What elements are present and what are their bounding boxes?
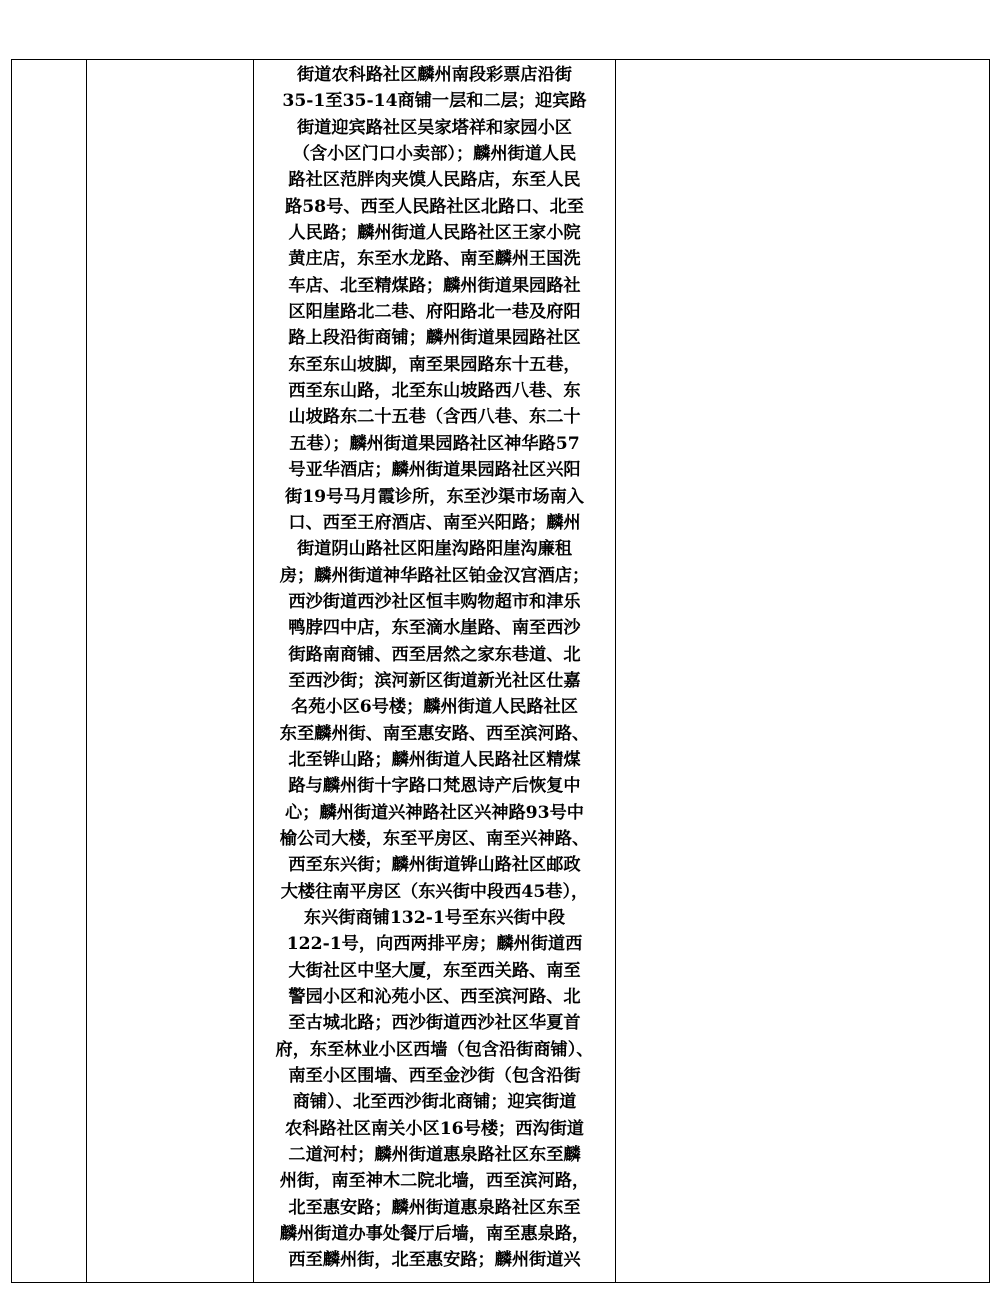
text-line: 榆公司大楼，东至平房区、南至兴神路、 <box>279 828 590 849</box>
text-line: 名苑小区6号楼；麟州街道人民路社区 <box>291 697 578 718</box>
table-cell-col4 <box>616 60 990 1283</box>
text-line: 麟州街道办事处餐厅后墙，南至惠泉路， <box>279 1224 590 1245</box>
text-line: 口、西至王府酒店、南至兴阳路；麟州 <box>288 512 581 533</box>
text-line: 东至东山坡脚，南至果园路东十五巷， <box>288 354 581 375</box>
text-line: 五巷）；麟州街道果园路社区神华路57 <box>289 433 580 454</box>
text-line: 南至小区围墙、西至金沙街（包含沿街 <box>288 1066 581 1087</box>
text-line: 路与麟州街十字路口梵恩诗产后恢复中 <box>288 776 581 797</box>
text-line: 号亚华酒店；麟州街道果园路社区兴阳 <box>288 460 581 481</box>
text-line: 街19号马月霞诊所，东至沙渠市场南入 <box>285 486 584 507</box>
text-line: 西沙街道西沙社区恒丰购物超市和津乐 <box>288 591 581 612</box>
text-line: 北至惠安路；麟州街道惠泉路社区东至 <box>288 1197 581 1218</box>
text-line: 122-1号，向西两排平房；麟州街道西 <box>286 934 583 955</box>
text-line: 街道农科路社区麟州南段彩票店沿街 <box>296 65 572 85</box>
text-line: 西至东兴街；麟州街道铧山路社区邮政 <box>288 855 581 876</box>
text-line: 鸭脖四中店，东至滴水崖路、南至西沙 <box>288 618 581 639</box>
text-line: 35-1至35-14商铺一层和二层；迎宾路 <box>282 91 587 112</box>
text-line: 警园小区和沁苑小区、西至滨河路、北 <box>288 987 581 1008</box>
text-line: 二道河村；麟州街道惠泉路社区东至麟 <box>288 1145 581 1166</box>
table-cell-col1 <box>12 60 87 1283</box>
text-line: 商铺）、北至西沙街北商铺；迎宾街道 <box>292 1092 577 1113</box>
area-description-text <box>254 60 615 1274</box>
text-line: 至古城北路；西沙街道西沙社区华夏首 <box>288 1013 581 1034</box>
text-line: 人民路；麟州街道人民路社区王家小院 <box>288 223 581 244</box>
text-line: 路58号、西至人民路社区北路口、北至 <box>285 196 584 217</box>
text-line: 街道迎宾路社区吴家塔祥和家园小区 <box>296 117 572 138</box>
data-table <box>11 59 990 1283</box>
text-line: 车店、北至精煤路；麟州街道果园路社 <box>288 275 581 296</box>
text-line: 府，东至林业小区西墙（包含沿街商铺）、 <box>275 1039 594 1060</box>
text-line: 农科路社区南关小区16号楼；西沟街道 <box>285 1118 584 1139</box>
text-line: 大楼往南平房区（东兴街中段西45巷）， <box>280 881 589 902</box>
text-line: 区阳崖路北二巷、府阳路北一巷及府阳 <box>288 302 581 323</box>
text-line: 大街社区中坚大厦，东至西关路、南至 <box>288 960 581 981</box>
text-line: 东至麟州街、南至惠安路、西至滨河路、 <box>279 723 590 744</box>
table-cell-area-description <box>254 60 616 1283</box>
text-line: 至西沙街；滨河新区街道新光社区仕嘉 <box>288 670 581 691</box>
text-line: 路社区范胖肉夹馍人民路店，东至人民 <box>288 170 581 191</box>
text-line: 街路南商铺、西至居然之家东巷道、北 <box>288 644 581 665</box>
text-line: 黄庄店，东至水龙路、南至麟州王国洗 <box>288 249 581 270</box>
text-line: 州街，南至神木二院北墙，西至滨河路， <box>279 1171 590 1192</box>
text-line: 街道阴山路社区阳崖沟路阳崖沟廉租 <box>296 539 572 560</box>
text-line: 西至东山路，北至东山坡路西八巷、东 <box>288 381 581 402</box>
text-line: 心；麟州街道兴神路社区兴神路93号中 <box>285 802 584 823</box>
table-row <box>12 60 990 1283</box>
text-line: 山坡路东二十五巷（含西八巷、东二十 <box>288 407 581 428</box>
table-cell-col2 <box>87 60 254 1283</box>
text-line: 房；麟州街道神华路社区铂金汉宫酒店； <box>279 565 590 586</box>
text-line: 西至麟州街，北至惠安路；麟州街道兴 <box>288 1250 581 1271</box>
text-line: 路上段沿街商铺；麟州街道果园路社区 <box>288 328 581 349</box>
text-line: （含小区门口小卖部）；麟州街道人民 <box>292 144 577 165</box>
text-line: 北至铧山路；麟州街道人民路社区精煤 <box>288 749 581 770</box>
text-line: 东兴街商铺132-1号至东兴街中段 <box>303 908 566 928</box>
